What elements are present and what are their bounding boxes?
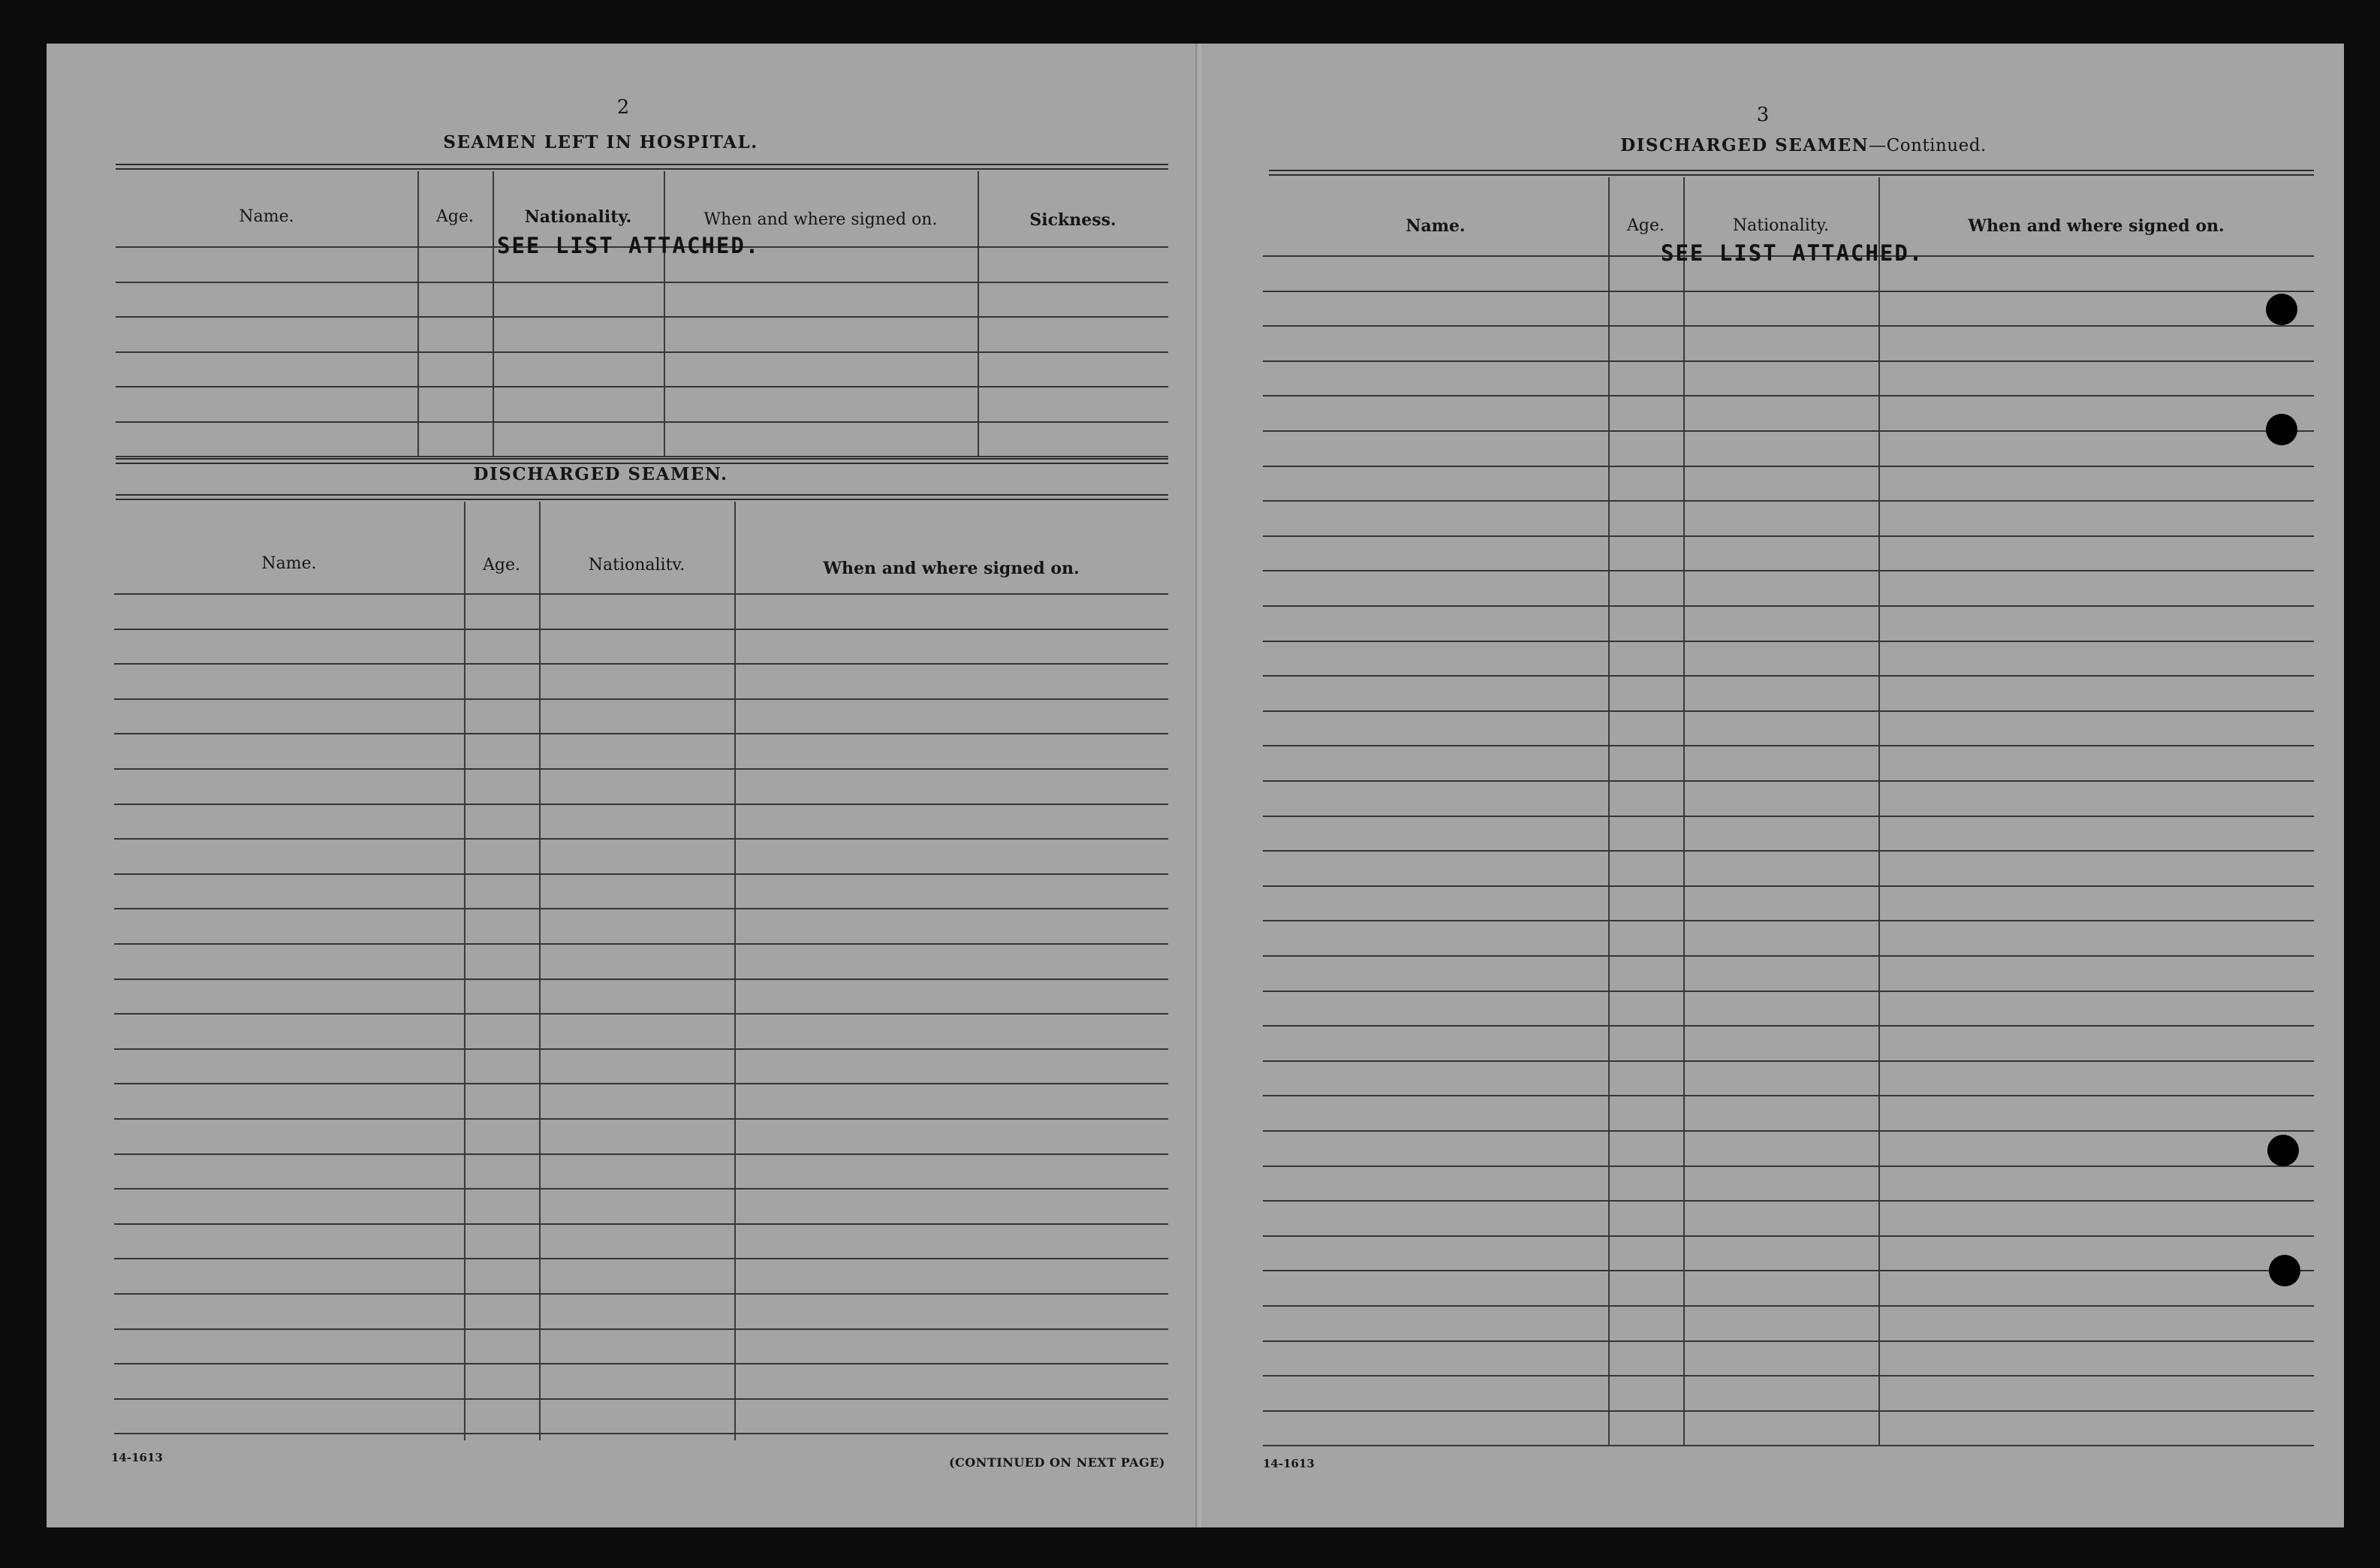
row-rule bbox=[1263, 570, 2314, 571]
row-rule bbox=[114, 943, 1168, 945]
right-section-title bbox=[1353, 135, 2254, 155]
row-rule bbox=[1263, 641, 2314, 642]
row-rule bbox=[1263, 1340, 2314, 1342]
discharged-table bbox=[114, 502, 1168, 1440]
row-rule bbox=[1263, 360, 2314, 362]
right-col-nationality: Nationality. bbox=[1732, 216, 1830, 235]
hospital-col-name: Name. bbox=[239, 207, 294, 226]
row-rule bbox=[116, 386, 1168, 387]
row-rule bbox=[114, 733, 1168, 734]
row-rule bbox=[1263, 535, 2314, 537]
right-form-number: 14-1613 bbox=[1263, 1457, 1315, 1470]
row-rule bbox=[1263, 955, 2314, 957]
discharged-col-name: Name. bbox=[261, 554, 317, 573]
row-rule bbox=[1263, 1165, 2314, 1167]
hospital-section-title: SEAMEN LEFT IN HOSPITAL. bbox=[443, 132, 758, 152]
column-divider bbox=[417, 171, 419, 457]
row-rule bbox=[1263, 395, 2314, 397]
binder-hole bbox=[2266, 294, 2297, 325]
row-rule bbox=[1263, 745, 2314, 746]
row-rule bbox=[1263, 780, 2314, 782]
row-rule bbox=[114, 1083, 1168, 1084]
hospital-bottom-rule bbox=[116, 458, 1168, 464]
right-discharged-table bbox=[1263, 177, 2314, 1446]
column-divider bbox=[1683, 177, 1685, 1446]
row-rule bbox=[1263, 675, 2314, 677]
row-rule bbox=[1263, 1305, 2314, 1307]
binder-hole bbox=[2267, 1135, 2299, 1166]
right-typed-note: SEE LIST ATTACHED. bbox=[1661, 240, 1924, 266]
row-rule bbox=[1263, 991, 2314, 992]
row-rule bbox=[1263, 1095, 2314, 1096]
row-rule bbox=[1263, 816, 2314, 817]
left-form-number: 14-1613 bbox=[111, 1451, 163, 1464]
row-rule bbox=[1263, 885, 2314, 887]
row-rule bbox=[1263, 430, 2314, 432]
row-rule bbox=[114, 698, 1168, 700]
row-rule bbox=[1263, 500, 2314, 502]
right-top-rule bbox=[1269, 170, 2314, 176]
row-rule bbox=[1263, 1130, 2314, 1132]
hospital-col-signed-on: When and where signed on. bbox=[703, 210, 938, 229]
row-rule bbox=[114, 1433, 1168, 1434]
row-rule bbox=[114, 1258, 1168, 1259]
right-col-signed-on: When and where signed on. bbox=[1968, 216, 2225, 236]
row-rule bbox=[114, 1118, 1168, 1120]
row-rule bbox=[1263, 605, 2314, 607]
column-divider bbox=[978, 171, 979, 457]
right-page-number: 3 bbox=[1756, 104, 1770, 126]
row-rule bbox=[114, 1293, 1168, 1295]
row-rule bbox=[114, 908, 1168, 909]
discharged-top-rule bbox=[116, 494, 1168, 500]
row-rule bbox=[114, 1328, 1168, 1330]
binder-hole bbox=[2266, 414, 2297, 445]
discharged-col-nationality: Nationalitv. bbox=[588, 556, 685, 574]
column-divider bbox=[539, 502, 541, 1440]
row-rule bbox=[114, 1363, 1168, 1364]
document-sheet bbox=[47, 44, 2344, 1527]
hospital-top-rule bbox=[116, 164, 1168, 170]
discharged-section-title: DISCHARGED SEAMEN. bbox=[473, 464, 728, 484]
center-fold bbox=[1195, 44, 1197, 1527]
row-rule bbox=[1263, 466, 2314, 467]
row-rule bbox=[114, 838, 1168, 840]
row-rule bbox=[114, 629, 1168, 630]
hospital-col-nationality: Nationality. bbox=[524, 207, 632, 227]
right-col-age: Age. bbox=[1627, 216, 1664, 235]
row-rule bbox=[1263, 291, 2314, 292]
row-rule bbox=[1263, 1200, 2314, 1202]
discharged-col-signed-on: When and where signed on. bbox=[823, 559, 1080, 578]
hospital-col-age: Age. bbox=[436, 207, 474, 226]
column-divider bbox=[1878, 177, 1880, 1446]
row-rule bbox=[114, 804, 1168, 805]
column-divider bbox=[493, 171, 494, 457]
row-rule bbox=[1263, 1060, 2314, 1062]
row-rule bbox=[114, 1013, 1168, 1015]
column-divider bbox=[464, 502, 465, 1440]
hospital-col-sickness: Sickness. bbox=[1029, 210, 1116, 230]
row-rule bbox=[114, 663, 1168, 665]
right-title-continued: —Continued. bbox=[1869, 136, 1987, 155]
row-rule bbox=[1263, 850, 2314, 852]
row-rule bbox=[114, 978, 1168, 980]
row-rule bbox=[116, 316, 1168, 318]
row-rule bbox=[114, 1188, 1168, 1190]
row-rule bbox=[116, 456, 1168, 457]
row-rule bbox=[1263, 325, 2314, 327]
column-divider bbox=[664, 171, 665, 457]
hospital-table bbox=[116, 171, 1168, 457]
row-rule bbox=[114, 1398, 1168, 1400]
row-rule bbox=[1263, 1375, 2314, 1377]
row-rule bbox=[114, 873, 1168, 875]
row-rule bbox=[114, 768, 1168, 770]
right-col-name: Name. bbox=[1405, 216, 1466, 236]
right-title-main: DISCHARGED SEAMEN bbox=[1620, 135, 1869, 155]
row-rule bbox=[1263, 1235, 2314, 1237]
row-rule bbox=[1263, 920, 2314, 921]
center-fold-highlight bbox=[1198, 44, 1201, 1527]
discharged-col-age: Age. bbox=[483, 556, 520, 574]
row-rule bbox=[1263, 1410, 2314, 1412]
row-rule bbox=[1263, 1270, 2314, 1271]
column-divider bbox=[734, 502, 736, 1440]
row-rule bbox=[114, 1048, 1168, 1050]
row-rule bbox=[116, 421, 1168, 423]
left-page-number: 2 bbox=[616, 96, 630, 119]
row-rule bbox=[114, 1223, 1168, 1225]
row-rule bbox=[1263, 1025, 2314, 1027]
row-rule bbox=[1263, 1445, 2314, 1446]
row-rule bbox=[1263, 710, 2314, 712]
row-rule bbox=[114, 1153, 1168, 1155]
row-rule bbox=[116, 351, 1168, 353]
header-rule bbox=[114, 593, 1168, 595]
hospital-typed-note: SEE LIST ATTACHED. bbox=[497, 233, 761, 258]
binder-hole bbox=[2269, 1255, 2300, 1286]
row-rule bbox=[116, 282, 1168, 283]
column-divider bbox=[1608, 177, 1610, 1446]
continued-note: (CONTINUED ON NEXT PAGE) bbox=[948, 1455, 1165, 1470]
